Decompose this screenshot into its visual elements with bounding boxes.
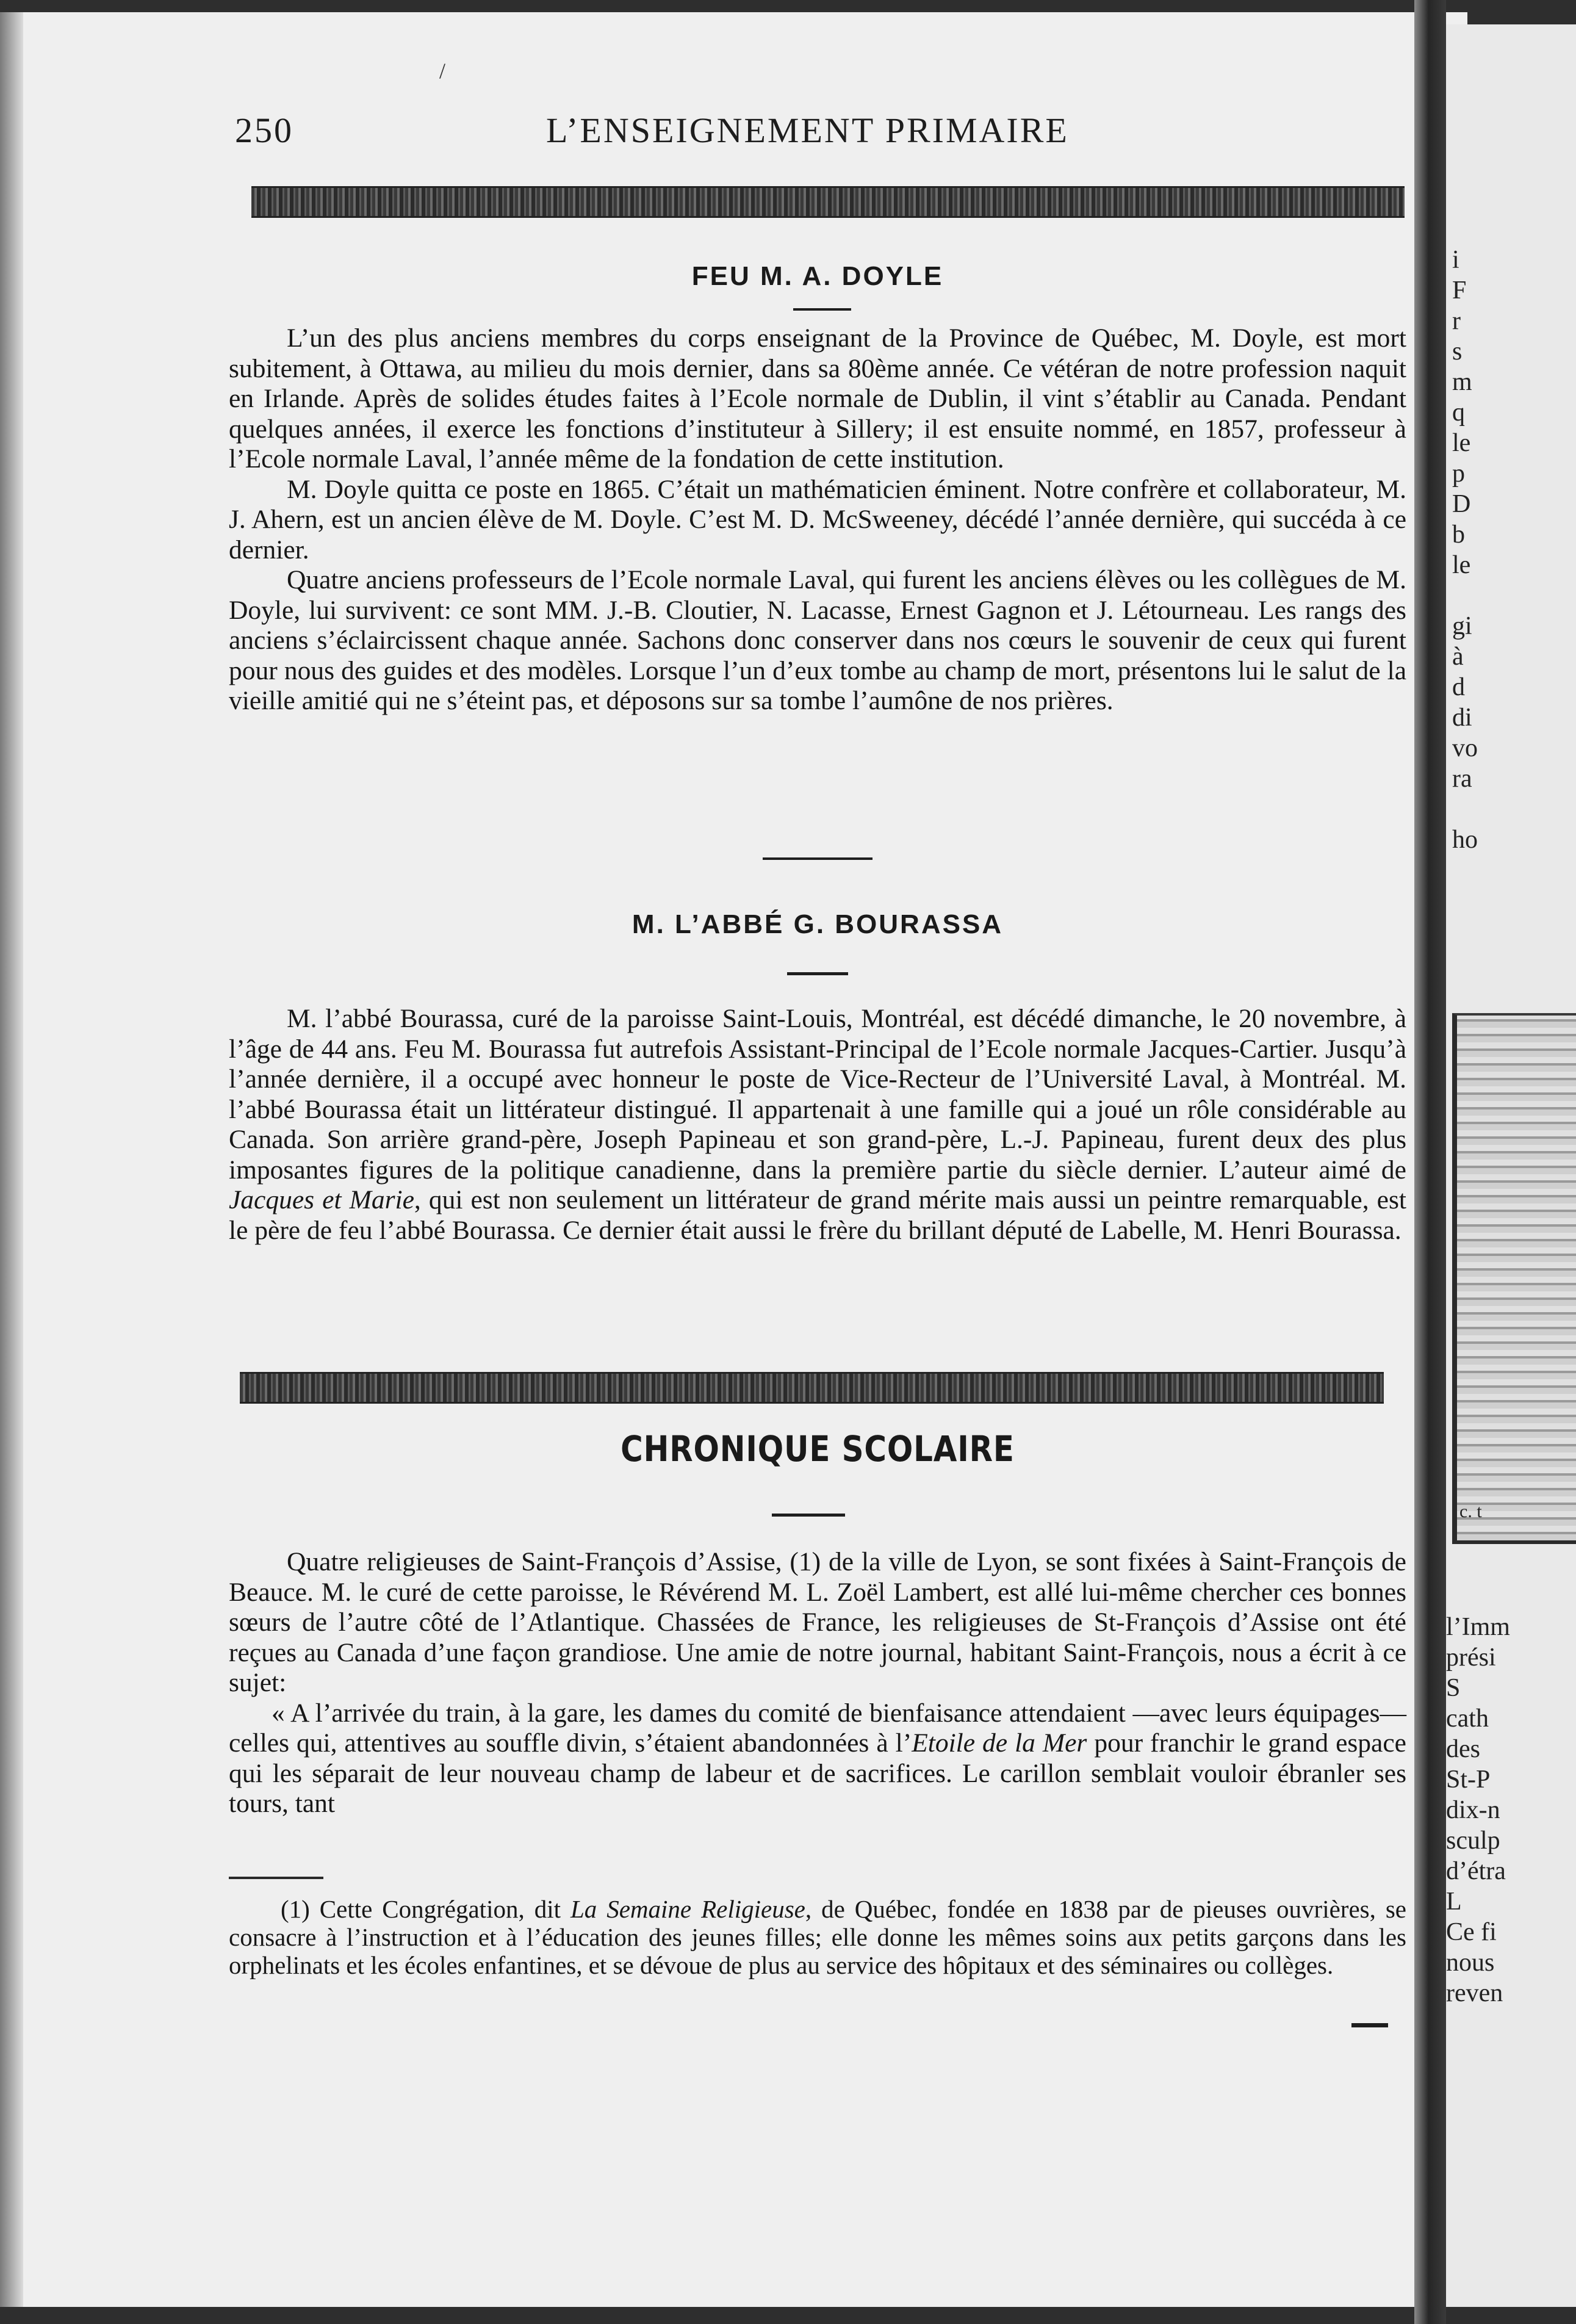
facing-page-fragment: gi xyxy=(1452,612,1472,640)
facing-page-fragment: d xyxy=(1452,673,1465,701)
section-title-bourassa: M. L’ABBÉ G. BOURASSA xyxy=(631,909,1004,939)
facing-page-fragment: vo xyxy=(1452,734,1478,762)
facing-page-fragment: Ce fi xyxy=(1446,1918,1497,1946)
publication-title: La Semaine Religieuse xyxy=(570,1895,805,1923)
chronique-quote xyxy=(229,1698,1406,1819)
footnote-text-2: , de Québec, fondée en 1838 par de pieuses ouvrières, se consacre à l’instruction et à l’éducation des jeunes filles; elle donne les mêmes soins aux petits garçons dans les orphelinats et les écoles enfantines, et se dévoue de plus au service des hôpitaux et des séminaires ou collèges. xyxy=(229,1895,1406,1979)
facing-page-fragment: l’Imm xyxy=(1446,1613,1510,1641)
facing-page-fragment: dix-n xyxy=(1446,1796,1500,1824)
facing-page-fragment: ra xyxy=(1452,765,1472,793)
title-rule xyxy=(772,1514,845,1517)
footnote xyxy=(229,1895,1406,1979)
facing-page-fragment: b xyxy=(1452,521,1465,549)
page-number: 250 xyxy=(235,110,293,150)
pen-mark: / xyxy=(439,59,448,83)
facing-page-fragment: nous xyxy=(1446,1949,1495,1977)
doyle-paragraph-3: Quatre anciens professeurs de l’Ecole normale Laval, qui furent les anciens élèves ou les collègues de M. Doyle, lui survivent: ce sont MM. J.-B. Cloutier, N. Lacasse, Ernest Gagnon et J. Létourneau. Les rangs des anciens s’éclaircissent chaque année. Sachons donc conserver dans nos cœurs le souvenir de ceux qui furent pour nous des guides et des modèles. Lorsque l’un d’eux tombe au champ de mort, présentons lui le salut de la vieille amitié qui ne s’éteint pas, et déposons sur sa tombe l’aumône de nos prières. xyxy=(229,565,1406,715)
facing-page-fragment: L xyxy=(1446,1888,1462,1916)
book-gutter xyxy=(1414,0,1446,2324)
facing-page-fragment: i xyxy=(1452,246,1459,274)
quote-text-1: « A l’arrivée du train, à la gare, les dames du comité de bienfaisance attendaient —avec leurs équipages—celles qui, attentives au souffle divin, s’étaient abandonnées à l’ xyxy=(229,1698,1406,1758)
facing-page-fragment: reven xyxy=(1446,1979,1503,2007)
chronique-title: CHRONIQUE SCOLAIRE xyxy=(621,1428,1015,1470)
facing-page-illustration xyxy=(1452,1013,1576,1544)
facing-page-fragment: q xyxy=(1452,399,1465,427)
doyle-paragraph-2: M. Doyle quitta ce poste en 1865. C’était un mathématicien éminent. Notre confrère et collaborateur, M. J. Ahern, est un ancien élève de M. Doyle. C’est M. D. McSweeney, décédé l’année dernière, qui succéda à ce dernier. xyxy=(229,474,1406,565)
bourassa-text-1: M. l’abbé Bourassa, curé de la paroisse Saint-Louis, Montréal, est décédé dimanche, le 20 novembre, à l’âge de 44 ans. Feu M. Bourassa fut autrefois Assistant-Principal de l’Ecole normale Jacques-Cartier. Jusqu’à l’année dernière, il a occupé avec honneur le poste de Vice-Recteur de l’Université Laval, à Montréal. M. l’abbé Bourassa était un littérateur distingué. Il appartenait à une famille qui a joué un rôle considérable au Canada. Son arrière grand-père, Joseph Papineau et son grand-père, L.-J. Papineau, furent deux des plus imposantes figures de la politique canadienne, dans la première partie du siècle dernier. L’auteur aimé de xyxy=(229,1004,1406,1185)
facing-page-fragment: le xyxy=(1452,429,1471,457)
end-rule xyxy=(1351,2023,1388,2027)
chronique-column xyxy=(229,0,1406,2075)
illustration-caption-fragment: c. t xyxy=(1459,1501,1482,1521)
facing-page-fragment: r xyxy=(1452,307,1461,335)
facing-page-fragment: di xyxy=(1452,704,1472,732)
facing-page-fragment: à xyxy=(1452,643,1464,671)
facing-page-fragment: prési xyxy=(1446,1644,1496,1672)
facing-page-fragment: ho xyxy=(1452,826,1478,854)
facing-page-fragment: D xyxy=(1452,490,1471,518)
ship-name: Etoile de la Mer xyxy=(912,1728,1087,1758)
facing-page-fragment: d’étra xyxy=(1446,1857,1506,1885)
footnote-paragraph xyxy=(229,1895,1406,1979)
quote-text-2: pour franchir le grand espace qui les séparait de leur nouveau champ de labeur et de sacrifices. Le carillon semblait vouloir ébranler ses tours, tant xyxy=(229,1728,1406,1818)
facing-page-fragment: St-P xyxy=(1446,1766,1491,1794)
facing-page-fragment: s xyxy=(1452,337,1463,366)
chronique-article xyxy=(229,1547,1406,1819)
footnote-rule xyxy=(229,1877,323,1879)
footnote-text-1: (1) Cette Congrégation, dit xyxy=(281,1895,570,1923)
chronique-paragraph-1: Quatre religieuses de Saint-François d’Assise, (1) de la ville de Lyon, se sont fixées à Saint-François de Beauce. M. le curé de cette paroisse, le Révérend M. L. Zoël Lambert, est allé lui-même chercher ces bonnes sœurs de l’autre côté de l’Atlantique. Chassées de France, les religieuses de St-François d’Assise ont été reçues au Canada d’une façon grandiose. Une amie de notre journal, habitant Saint-François, nous a écrit à ce sujet: xyxy=(229,1547,1406,1697)
facing-page-fragment: des xyxy=(1446,1735,1480,1763)
section-title-doyle: FEU M. A. DOYLE xyxy=(691,261,944,291)
book-title: Jacques et Marie xyxy=(229,1185,414,1214)
facing-page-fragment: le xyxy=(1452,551,1471,579)
facing-page-fragment: p xyxy=(1452,460,1465,488)
facing-page-fragment: m xyxy=(1452,368,1472,396)
facing-page-fragment: F xyxy=(1452,276,1467,305)
facing-page-fragment: S xyxy=(1446,1674,1461,1702)
facing-page-fragment: sculp xyxy=(1446,1827,1500,1855)
doyle-paragraph-1: L’un des plus anciens membres du corps enseignant de la Province de Québec, M. Doyle, est mort subitement, à Ottawa, au milieu du mois dernier, dans sa 80ème année. Ce vétéran de notre profession naquit en Irlande. Après de solides études faites à l’Ecole normale de Dublin, il vint s’établir au Canada. Pendant quelques années, il exerce les fonctions d’instituteur à Sillery; il est ensuite nommé, en 1857, professeur à l’Ecole normale Laval, l’année même de la fondation de cette institution. xyxy=(229,323,1406,474)
facing-page-fragment: cath xyxy=(1446,1705,1489,1733)
running-title: L’ENSEIGNEMENT PRIMAIRE xyxy=(546,110,1069,150)
bourassa-text-2: , qui est non seulement un littérateur de grand mérite mais aussi un peintre remarquable, est le père de feu l’abbé Bourassa. Ce dernier était aussi le frère du brillant député de Labelle, M. Henri Bourassa. xyxy=(229,1185,1406,1245)
